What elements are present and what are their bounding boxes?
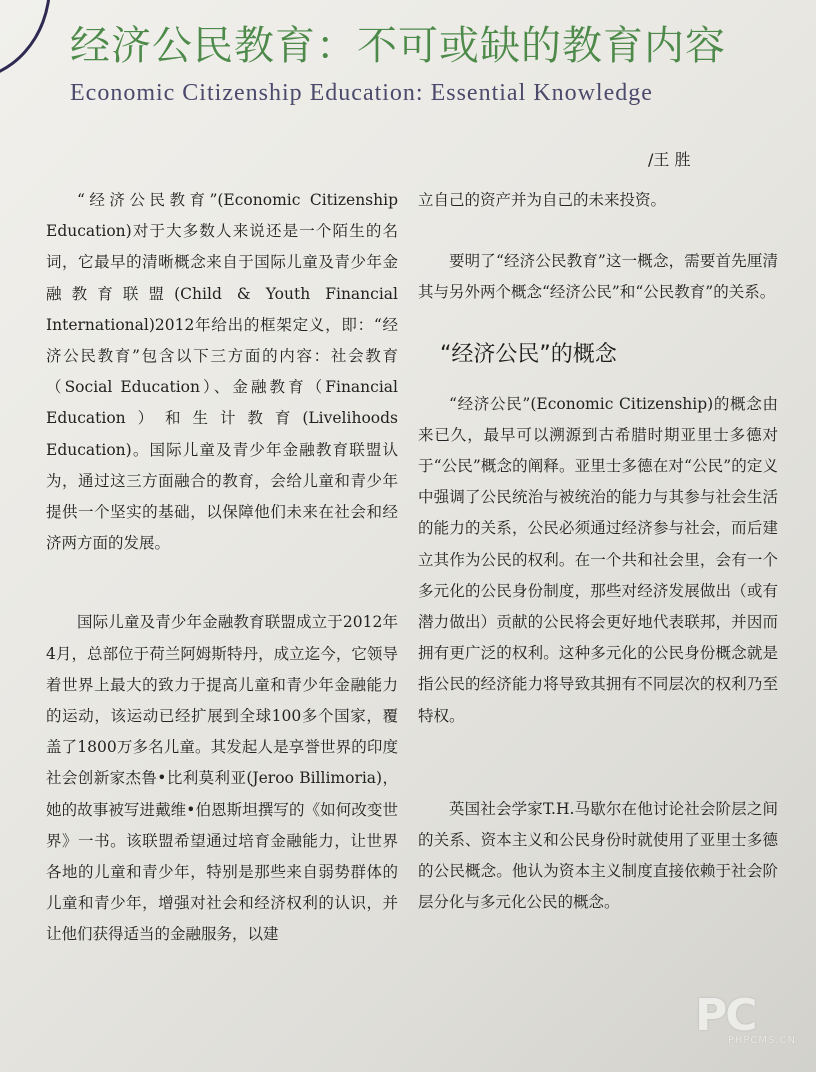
decorative-arc bbox=[0, 0, 51, 81]
paragraph-intro: “经济公民教育”(Economic Citizenship Education)对于大多数人来说还是一个陌生的名词，它最早的清晰概念来自于国际儿童及青少年金融教育联盟(Child & Youth Financial International)2012年给出的框架定义，即：“经济公民教育”包含以下三方面的内容：社会教育（Social Education）、金融教育（Financial Education）和生计教育(Livelihoods Education)。国际儿童及青少年金融教育联盟认为，通过这三方面融合的教育，会给儿童和青少年提供一个坚实的基础，以保障他们未来在社会和经济两方面的发展。 bbox=[46, 191, 398, 553]
paragraph-spacer bbox=[46, 559, 398, 607]
paragraph-marshall: 英国社会学家T.H.马歇尔在他讨论社会阶层之间的关系、资本主义和公民身份时就使用了亚里士多德的公民概念。他认为资本主义制度直接依赖于社会阶层分化与多元化公民的概念。 bbox=[418, 799, 778, 912]
page-subtitle-english: Economic Citizenship Education: Essential Knowledge bbox=[70, 80, 653, 106]
page-title: 经济公民教育：不可或缺的教育内容 bbox=[70, 23, 726, 69]
paragraph-spacer bbox=[418, 732, 778, 794]
paragraph-concepts: 要明了“经济公民教育”这一概念，需要首先厘清其与另外两个概念“经济公民”和“公民教育”的关系。 bbox=[418, 252, 778, 302]
watermark-site: PHPCMS.CN bbox=[727, 1035, 796, 1046]
right-column bbox=[418, 185, 778, 919]
paragraph-spacer bbox=[418, 216, 778, 246]
paragraph-continued: 立自己的资产并为自己的未来投资。 bbox=[418, 191, 667, 209]
section-heading: “经济公民”的概念 bbox=[440, 341, 617, 367]
paragraph-organization: 国际儿童及青少年金融教育联盟成立于2012年4月，总部位于荷兰阿姆斯特丹，成立迄今，它领导着世界上最大的致力于提高儿童和青少年金融能力的运动，该运动已经扩展到全球100多个国家，覆盖了1800万多名儿童。其发起人是享誉世界的印度社会创新家杰鲁•比利莫利亚(Jeroo Billimoria)，她的故事被写进戴维•伯恩斯坦撰写的《如何改变世界》一书。该联盟希望通过培育金融能力，让世界各地的儿童和青少年，特别是那些来自弱势群体的儿童和青少年，增强对社会和经济权利的认识，并让他们获得适当的金融服务，以建 bbox=[46, 613, 398, 944]
paragraph-economic-citizenship: “经济公民”(Economic Citizenship)的概念由来已久，最早可以溯源到古希腊时期亚里士多德对于“公民”概念的阐释。亚里士多德在对“公民”的定义中强调了公民统治与被统治的能力与其参与社会生活的能力的关系，公民必须通过经济参与社会，而后建立其作为公民的权利。在一个共和社会里，会有一个多元化的公民身份制度，那些对经济发展做出（或有潜力做出）贡献的公民将会更好地代表联邦，并因而拥有更广泛的权利。这种多元化的公民身份概念就是指公民的经济能力将导致其拥有不同层次的权利乃至特权。 bbox=[418, 394, 778, 725]
watermark-logo bbox=[695, 990, 800, 1060]
watermark-letters: PC bbox=[695, 990, 756, 1041]
author-byline: /王 胜 bbox=[648, 150, 691, 169]
left-column bbox=[46, 185, 398, 951]
